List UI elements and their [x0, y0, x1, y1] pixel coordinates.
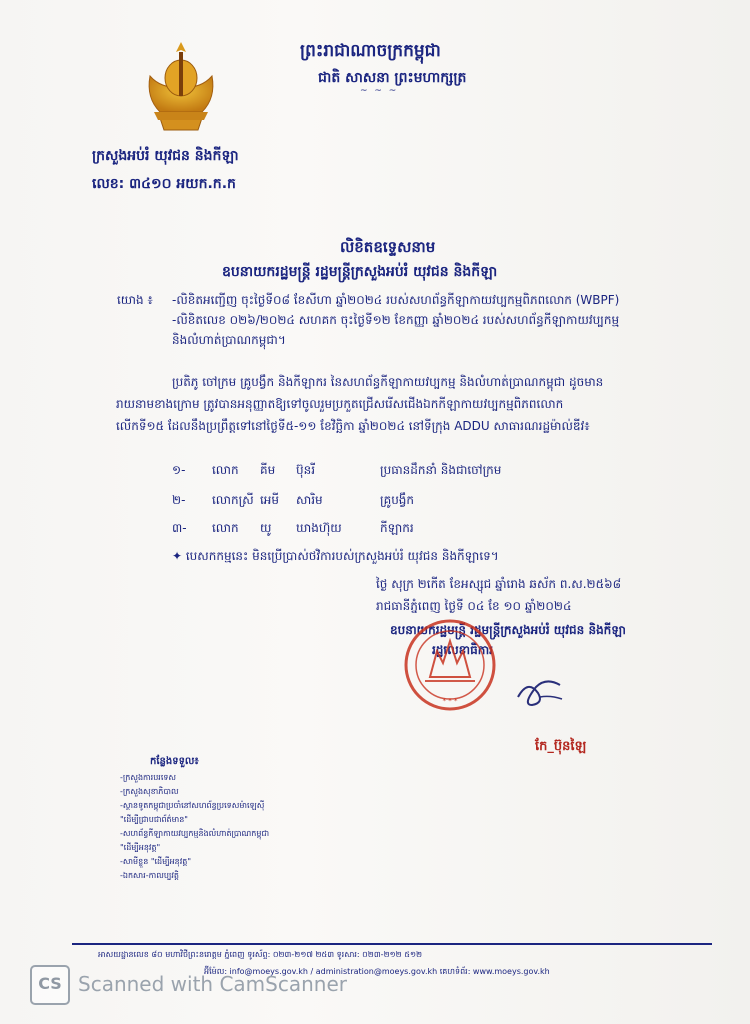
ornament-divider: ~ ~ ~ — [360, 86, 399, 96]
member-number: ២- — [172, 493, 186, 507]
member-family-name: គីម — [260, 463, 276, 477]
kingdom-heading: ព្រះរាជាណាចក្រកម្ពុជា — [300, 41, 441, 61]
member-role: ប្រធានដឹកនាំ និងជាចៅក្រម — [380, 463, 502, 477]
reference-line-3: និងលំហាត់ប្រាណកម្ពុជា។ — [172, 333, 286, 347]
camscanner-logo-icon: CS — [30, 965, 70, 1005]
distribution-heading: កន្លែងទទួល៖ — [150, 756, 199, 767]
member-given-name: ប៊ុនរី — [296, 463, 316, 477]
solar-date: រាជធានីភ្នំពេញ ថ្ងៃទី ០៤ ខែ ១០ ឆ្នាំ២០២៤ — [376, 599, 572, 613]
member-given-name: សារិម — [296, 493, 323, 507]
body-paragraph-line-1: ប្រតិភូ ចៅក្រម គ្រូបង្វឹក និងកីឡាករ នៃសហព័ន្ធកីឡាកាយវប្បកម្ម និងលំហាត់ប្រាណកម្ពុជា ដូចមាន — [172, 375, 604, 389]
distribution-item: "ដើម្បីជ្រាបជាព័ត៌មាន" — [120, 815, 188, 824]
member-family-name: យូ — [260, 521, 272, 535]
document-title: លិខិតឧទ្ទេសនាម — [340, 238, 436, 256]
reference-line-2: -លិខិតលេខ ០២៦/២០២៤ សហគក ចុះថ្ងៃទី១២ ខែកញ្ញា ឆ្នាំ២០២៤ របស់សហព័ន្ធកីឡាកាយវប្បកម្ម — [172, 313, 620, 327]
distribution-item: -សហព័ន្ធកីឡាកាយវប្បកម្មនិងលំហាត់ប្រាណកម្ពុជា — [120, 829, 270, 838]
distribution-item: -សាមីខ្លួន "ដើម្បីអនុវត្ត" — [120, 857, 192, 866]
distribution-item: -ក្រសួងសុខាភិបាល — [120, 787, 179, 796]
reference-number: លេខ: ៣៤១០ អយក.ក.ក — [92, 176, 236, 192]
footer-divider — [72, 943, 712, 945]
signer-name: កែ_ប៊ុនឡៃ — [535, 739, 587, 754]
distribution-item: "ដើម្បីអនុវត្ត" — [120, 843, 161, 852]
member-family-name: អេមី — [260, 493, 280, 507]
member-role: កីឡាករ — [380, 521, 414, 535]
scanner-watermark: Scanned with CamScanner — [78, 972, 347, 996]
ministry-name: ក្រសួងអប់រំ យុវជន និងកីឡា — [92, 148, 239, 164]
footer-contacts: អ៊ីម៉ែល: info@moeys.gov.kh / administration@moeys.gov.kh គេហទំព័រ: www.moeys.gov.kh — [204, 967, 550, 976]
document-subtitle: ឧបនាយករដ្ឋមន្ត្រី រដ្ឋមន្ត្រីក្រសួងអប់រំ យុវជន និងកីឡា — [222, 264, 498, 280]
national-motto: ជាតិ សាសនា ព្រះមហាក្សត្រ — [318, 70, 467, 86]
budget-note: ✦ បេសកកម្មនេះ មិនប្រើប្រាស់ថវិការបស់ក្រសួងអប់រំ យុវជន និងកីឡាទេ។ — [172, 549, 499, 563]
distribution-item: -ឯកសារ-កាលប្បវត្តិ — [120, 871, 179, 880]
svg-text:* * *: * * * — [442, 697, 458, 705]
body-paragraph-line-2: រាយនាមខាងក្រោម ត្រូវបានអនុញ្ញាតឱ្យទៅចូលរួមប្រកួតជ្រើសរើសជើងឯកកីឡាកាយវប្បកម្មពិភពលោក — [116, 397, 564, 411]
royal-emblem-icon — [140, 38, 222, 134]
distribution-item: -ក្រសួងការបរទេស — [120, 773, 177, 782]
member-title: លោកស្រី — [212, 493, 254, 507]
lunar-date: ថ្ងៃ សុក្រ ២កើត ខែអស្សុជ ឆ្នាំរោង ឆស័ក ព.ស.២៥៦៨ — [376, 577, 622, 591]
handwritten-signature-icon — [510, 675, 570, 710]
reference-line-1: -លិខិតអញ្ជើញ ចុះថ្ងៃទី០៨ ខែសីហា ឆ្នាំ២០២៤ របស់សហព័ន្ធកីឡាកាយវប្បកម្មពិភពលោក (WBPF) — [172, 293, 620, 307]
member-number: ៣- — [172, 521, 187, 535]
member-title: លោក — [212, 521, 239, 535]
member-given-name: ឃាងហ៊ុយ — [296, 521, 342, 535]
reference-label: យោង ៖ — [117, 293, 153, 307]
body-paragraph-line-3: លើកទី១៥ ដែលនឹងប្រព្រឹត្តទៅនៅថ្ងៃទី៥-១១ ខែវិច្ឆិកា ឆ្នាំ២០២៤ នៅទីក្រុង ADDU សាធារណរដ្ឋម៉ាល់ឌីវ៖ — [116, 419, 590, 433]
official-seal-icon — [375, 615, 525, 715]
distribution-item: -ស្ថានទូតកម្ពុជាប្រចាំនៅសហព័ន្ធប្រទេសម៉ាឡេស៊ី — [120, 801, 265, 810]
signatory-position: រដ្ឋលេខាធិការ — [432, 643, 493, 657]
member-role: គ្រូបង្វឹក — [380, 493, 415, 507]
member-title: លោក — [212, 463, 239, 477]
footer-address: អាសយដ្ឋានលេខ ៨០ មហាវិថីព្រះនរោត្តម ភ្នំពេញ ទូរស័ព្ទ: ០២៣-២១៧ ២៥៣ ទូរសារ: ០២៣-២១២ ៥១២ — [98, 950, 423, 959]
signatory-title: ឧបនាយករដ្ឋមន្ត្រី រដ្ឋមន្ត្រីក្រសួងអប់រំ យុវជន និងកីឡា — [390, 623, 626, 637]
member-number: ១- — [172, 463, 186, 477]
